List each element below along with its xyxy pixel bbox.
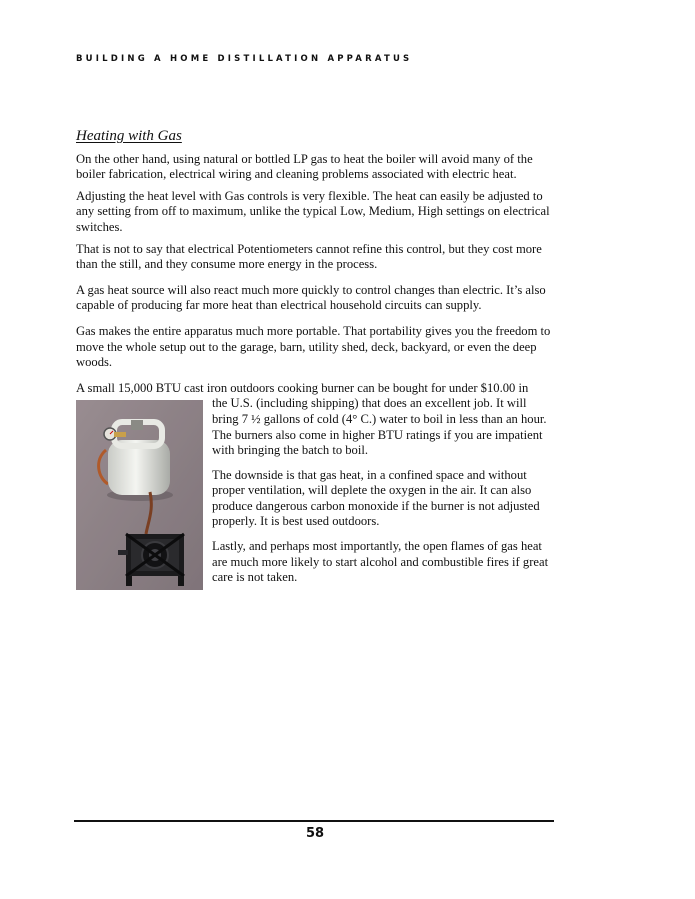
propane-burner-illustration	[76, 400, 203, 590]
propane-burner-photo	[76, 400, 203, 590]
footer-rule	[74, 820, 554, 822]
section-heading: Heating with Gas	[76, 128, 182, 144]
paragraph: Adjusting the heat level with Gas controls is very flexible. The heat can easily be adjusted to any setting from off to maximum, unlike the typical Low, Medium, High settings on electrical switches.	[76, 188, 550, 234]
paragraph: the U.S. (including shipping) that does an excellent job. It will bring 7 ½ gallons of cold (4° C.) water to boil in less than an hour. The burners also come in higher BTU ratings if you are impatient with bringing the batch to boil.	[212, 396, 547, 458]
burner-description	[212, 396, 554, 595]
paragraph: The downside is that gas heat, in a confined space and without proper ventilation, will deplete the oxygen in the air. It can also produce dangerous carbon monoxide if the burner is not adjusted properly. It is best used outdoors.	[212, 467, 540, 529]
page-number: 58	[305, 826, 325, 841]
running-head: BUILDING A HOME DISTILLATION APPARATUS	[76, 54, 413, 64]
paragraph: Lastly, and perhaps most importantly, the open flames of gas heat are much more likely to start alcohol and combustible fires if great care is not taken.	[212, 539, 549, 585]
burner-intro: A small 15,000 BTU cast iron outdoors cooking burner can be bought for under $10.00 in	[76, 380, 529, 395]
page-content	[76, 129, 554, 595]
paragraph: A gas heat source will also react much more quickly to control changes than electric. It’s also capable of producing far more heat than electrical household circuits can supply.	[76, 282, 546, 313]
burner-figure-block	[76, 396, 554, 595]
paragraph: Gas makes the entire apparatus much more portable. That portability gives you the freedom to move the whole setup out to the garage, barn, utility shed, deck, backyard, or even the deep woods.	[76, 323, 551, 370]
paragraph: That is not to say that electrical Potentiometers cannot refine this control, but they cost more than the still, and they consume more energy in the process.	[76, 241, 542, 272]
paragraph: On the other hand, using natural or bottled LP gas to heat the boiler will avoid many of the boiler fabrication, electrical wiring and cleaning problems associated with electric heat.	[76, 151, 533, 182]
